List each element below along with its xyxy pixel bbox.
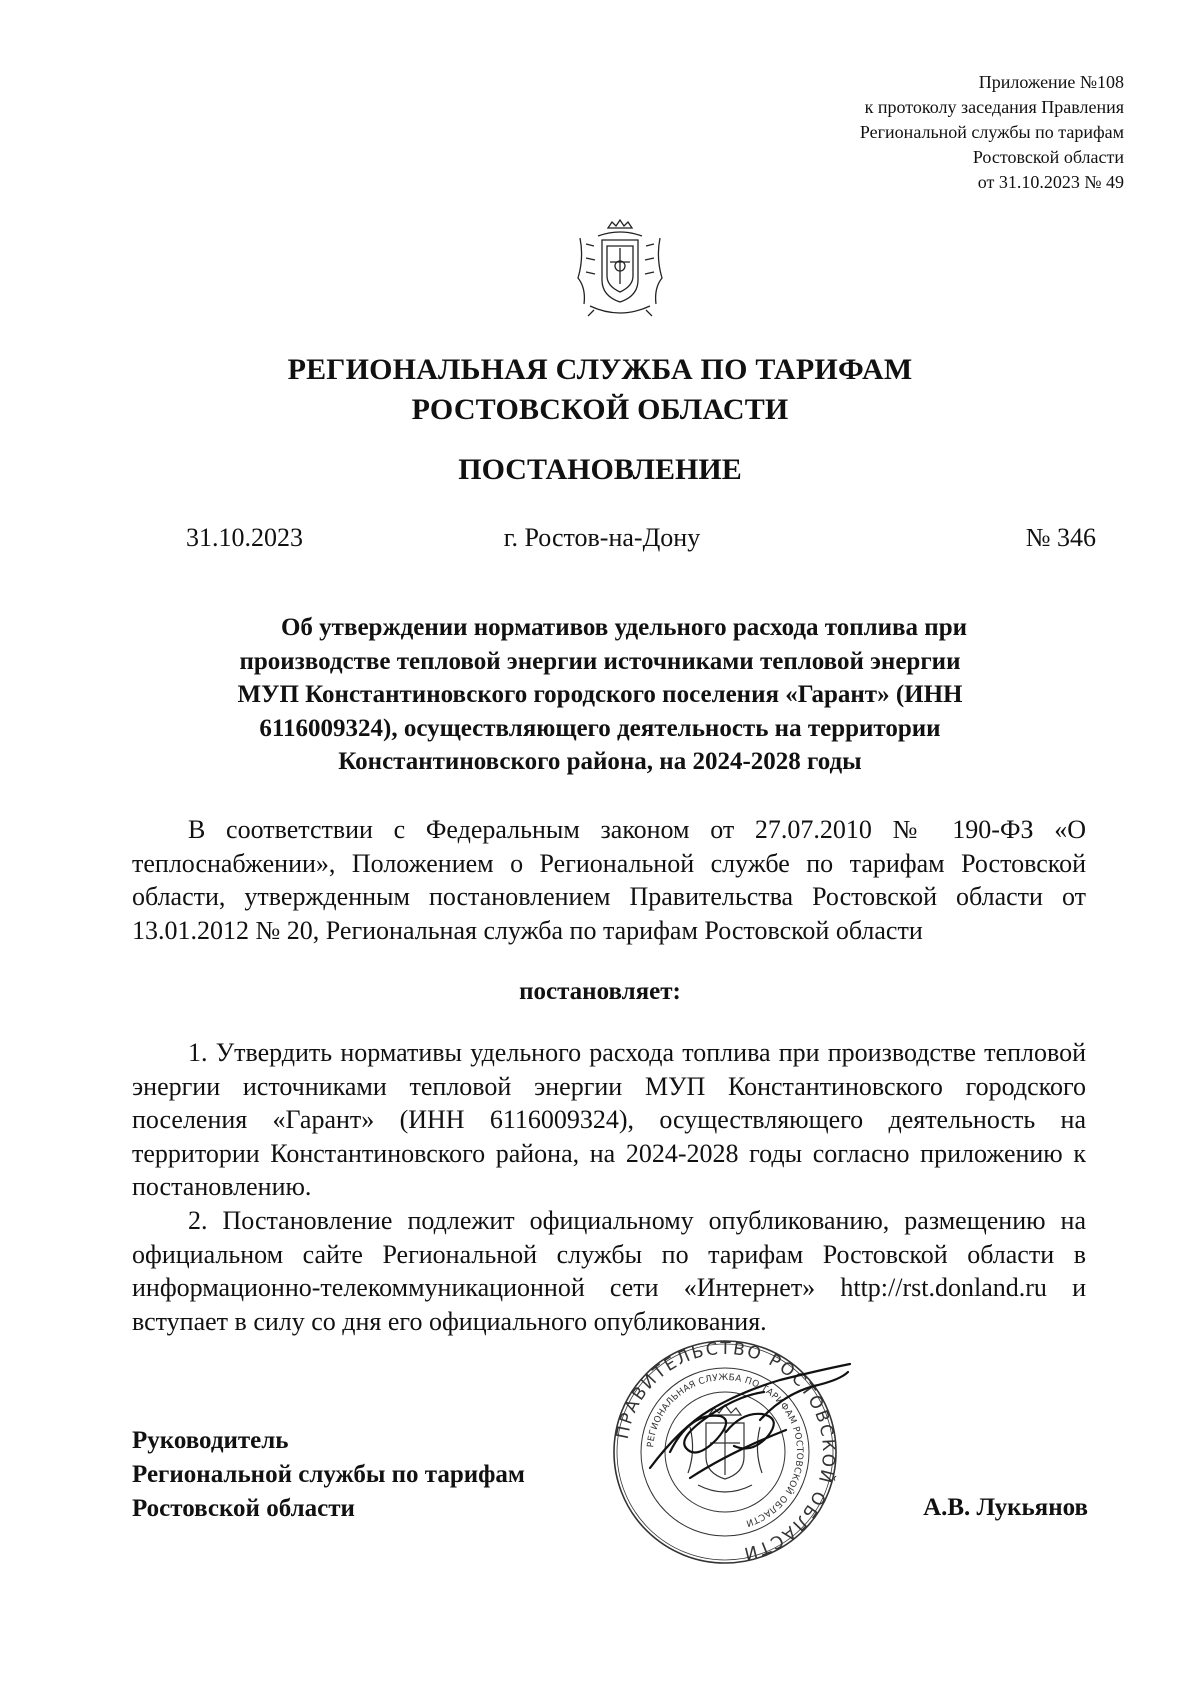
subject-line: производстве тепловой энергии источниками тепловой энергии xyxy=(239,647,961,675)
subject-line xyxy=(150,611,1050,645)
document-number: № 346 xyxy=(1025,523,1096,552)
document-date: 31.10.2023 xyxy=(186,523,303,552)
stamp-outer-text: ПРАВИТЕЛЬСТВО РОСТОВСКОЙ ОБЛАСТИ xyxy=(612,1338,839,1564)
document-subject xyxy=(150,611,1050,779)
org-title-line: РОСТОВСКОЙ ОБЛАСТИ xyxy=(411,393,789,426)
signer-position-line: Руководитель xyxy=(132,1427,289,1454)
appendix-line: Региональной службы по тарифам xyxy=(859,122,1124,142)
appendix-line: к протоколу заседания Правления xyxy=(864,97,1124,117)
basis-paragraph: В соответствии с Федеральным законом от 27.07.2010 № 190-ФЗ «О теплоснабжении», Положением о Региональной службе по тарифам Ростовской области, утвержденным постановлением Правительства Ростовской области от 13.01.2012 № 20, Региональная служба по тарифам Ростовской области xyxy=(132,815,1086,945)
item-2-paragraph: 2. Постановление подлежит официальному опубликованию, размещению на официальном сайте Региональной службы по тарифам Ростовской области в информационно-телекоммуникационной сети «Интернет» http://rst.donland.ru и вступает в силу со дня его официального опубликования. xyxy=(132,1206,1086,1336)
org-title-line: РЕГИОНАЛЬНАЯ СЛУЖБА ПО ТАРИФАМ xyxy=(287,353,913,386)
org-title xyxy=(0,350,1200,430)
subject-line: 6116009324), осуществляющего деятельность на территории xyxy=(259,714,941,742)
stamp-inner-text: РЕГИОНАЛЬНАЯ СЛУЖБА ПО ТАРИФАМ РОСТОВСКОЙ ОБЛАСТИ xyxy=(646,1372,805,1528)
signer-name: А.В. Лукьянов xyxy=(923,1494,1088,1521)
appendix-note xyxy=(704,70,1124,195)
coat-of-arms-icon xyxy=(568,218,672,318)
item-1-paragraph: 1. Утвердить нормативы удельного расхода топлива при производстве тепловой энергии источниками тепловой энергии МУП Константиновского городского поселения «Гарант» (ИНН 6116009324), осуществляющего деятельность на территории Константиновского района, на 2024-2028 годы согласно приложению к постановлению. xyxy=(132,1038,1086,1201)
subject-line-text: Об утверждении нормативов удельного расхода топлива при xyxy=(280,614,968,641)
signer-position xyxy=(132,1424,525,1526)
appendix-line: Приложение №108 xyxy=(978,72,1124,92)
subject-line: Константиновского района, на 2024-2028 годы xyxy=(338,748,862,775)
resolve-heading: постановляет: xyxy=(519,978,681,1005)
appendix-line: от 31.10.2023 № 49 xyxy=(977,172,1124,192)
signer-position-line: Региональной службы по тарифам xyxy=(132,1461,525,1488)
signer-position-line: Ростовской области xyxy=(132,1495,355,1522)
document-type: ПОСТАНОВЛЕНИЕ xyxy=(458,453,742,486)
appendix-line: Ростовской области xyxy=(972,147,1124,167)
handwritten-signature xyxy=(630,1360,870,1500)
document-city: г. Ростов-на-Дону xyxy=(503,523,701,552)
subject-line: МУП Константиновского городского поселения «Гарант» (ИНН xyxy=(237,681,963,708)
